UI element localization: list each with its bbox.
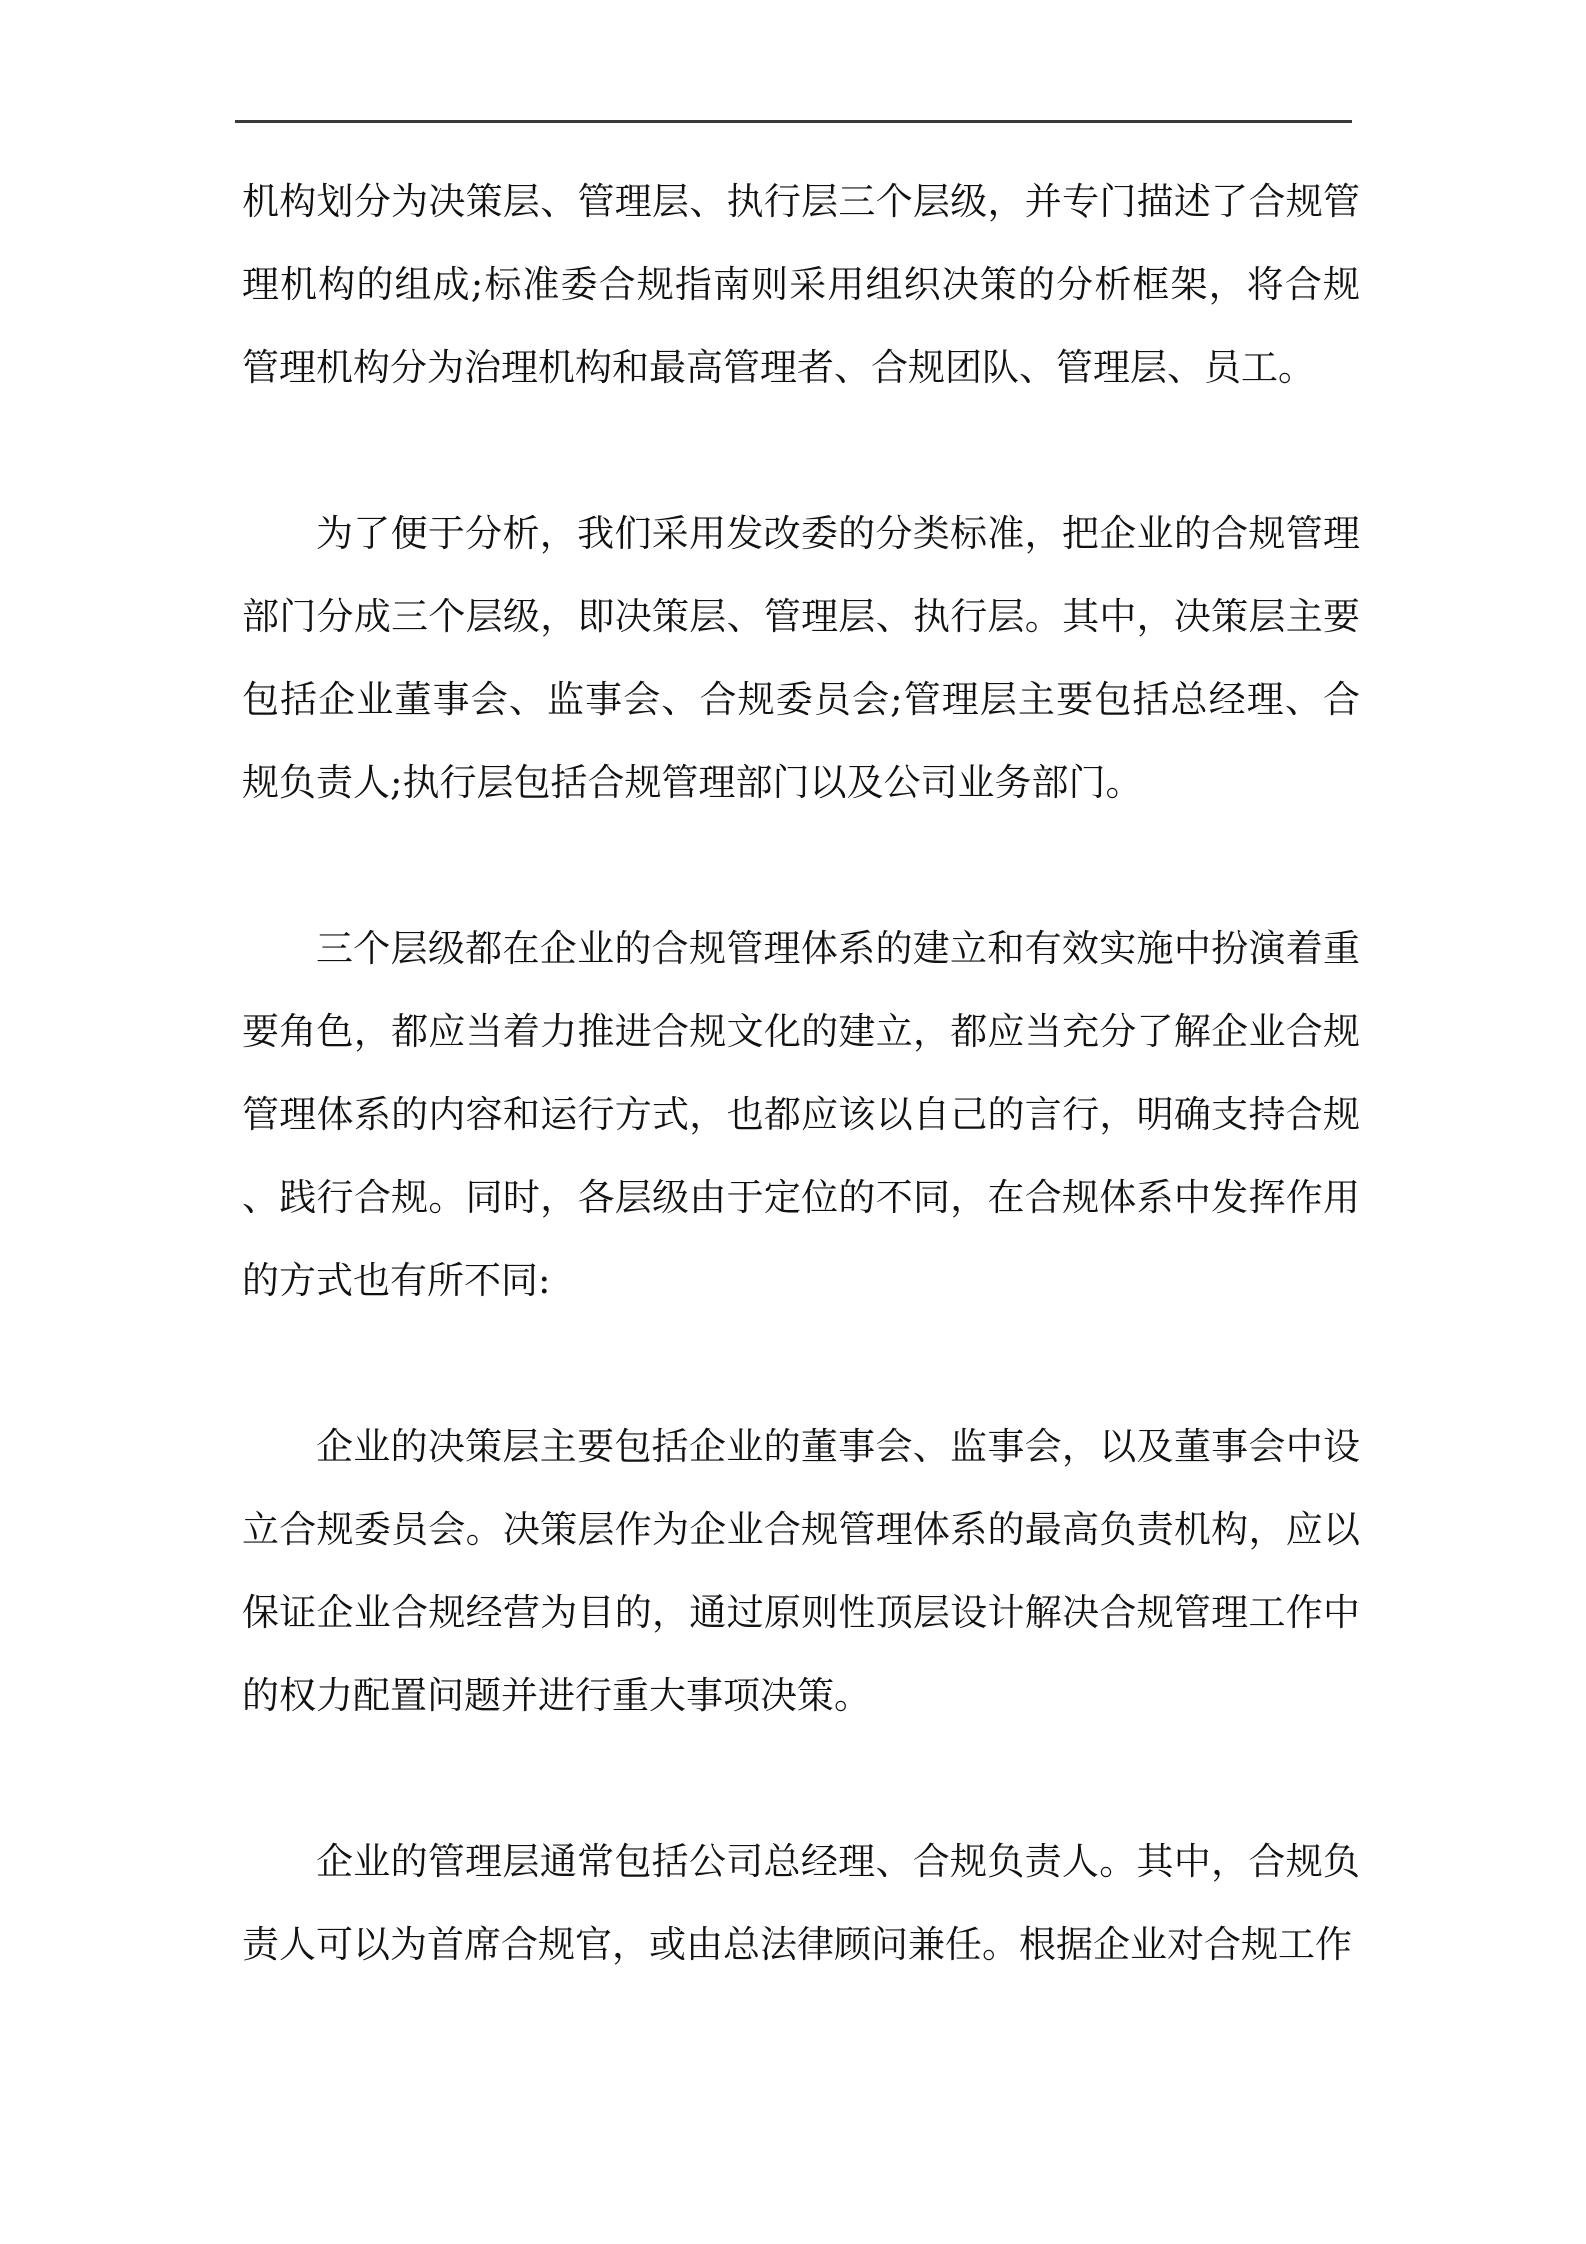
paragraph-management-layer: 企业的管理层通常包括公司总经理、合规负责人。其中，合规负责人可以为首席合规官，或由总法律顾问兼任。根据企业对合规工作 [242, 1840, 1360, 1966]
paragraph-classification: 为了便于分析，我们采用发改委的分类标准，把企业的合规管理部门分成三个层级，即决策层、管理层、执行层。其中，决策层主要包括企业董事会、监事会、合规委员会;管理层主要包括总经理、合规负责人;执行层包括合规管理部门以及公司业务部门。 [242, 512, 1360, 804]
document-body [242, 160, 1360, 1986]
header-rule [235, 120, 1352, 123]
paragraph-decision-layer: 企业的决策层主要包括企业的董事会、监事会，以及董事会中设立合规委员会。决策层作为企业合规管理体系的最高负责机构，应以保证企业合规经营为目的，通过原则性顶层设计解决合规管理工作中的权力配置问题并进行重大事项决策。 [242, 1425, 1360, 1717]
paragraph-three-levels: 三个层级都在企业的合规管理体系的建立和有效实施中扮演着重要角色，都应当着力推进合规文化的建立，都应当充分了解企业合规管理体系的内容和运行方式，也都应该以自己的言行，明确支持合规、践行合规。同时，各层级由于定位的不同，在合规体系中发挥作用的方式也有所不同: [242, 927, 1360, 1302]
paragraph-continuation: 机构划分为决策层、管理层、执行层三个层级，并专门描述了合规管理机构的组成;标准委合规指南则采用组织决策的分析框架，将合规管理机构分为治理机构和最高管理者、合规团队、管理层、员工。 [242, 180, 1360, 389]
